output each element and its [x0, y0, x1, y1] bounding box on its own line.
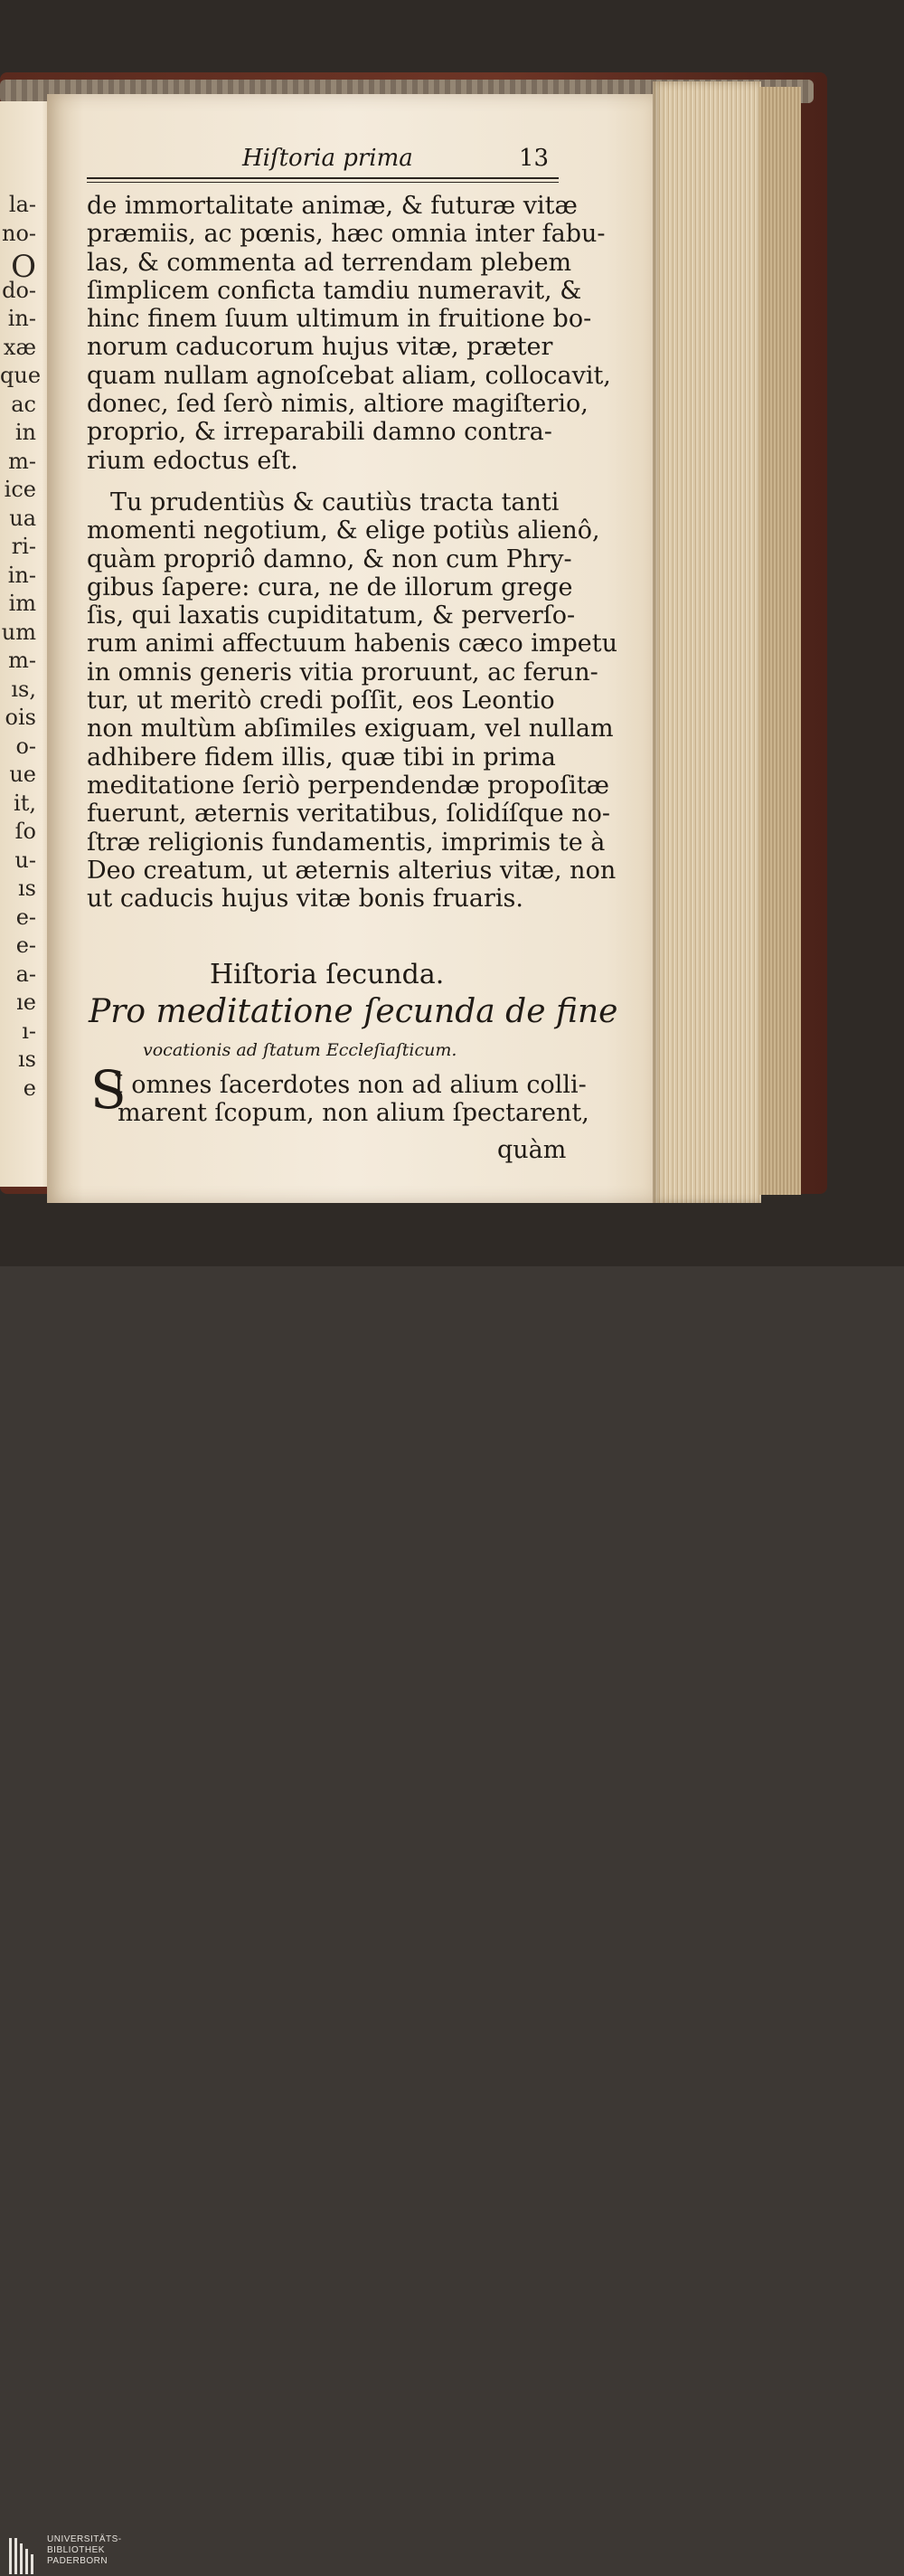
left-page-fragment: o- — [15, 733, 36, 759]
left-page-fragment: ıs, — [11, 676, 36, 702]
header-rule — [87, 177, 559, 183]
left-page-fragment: O — [11, 249, 36, 285]
left-page-fragment: in- — [7, 306, 36, 331]
left-page-fragment: um — [1, 619, 36, 645]
left-page-fragment: ſo — [14, 819, 36, 844]
book-scan — [0, 0, 904, 1266]
library-logo-icon — [7, 2536, 42, 2576]
logo-line: BIBLIOTHEK — [47, 2545, 105, 2555]
page-number: 13 — [519, 145, 550, 172]
text-line: ſis, qui laxatis cupiditatum, & perverſo- — [87, 601, 576, 630]
left-page-fragment: e- — [15, 904, 36, 930]
text-line: rum animi affectuum habenis cæco impetu — [87, 630, 618, 658]
left-page-fragment: im — [8, 591, 36, 616]
library-logo-text — [47, 2534, 122, 2567]
left-page-fragment: in- — [7, 562, 36, 588]
left-page-fragment: ua — [9, 505, 36, 531]
left-page-fragment: que — [0, 363, 42, 388]
drop-capital: S — [90, 1059, 127, 1121]
left-page-fragment: xæ — [3, 334, 36, 360]
text-line: quam nullam agnoſcebat aliam, collocavit, — [87, 361, 611, 390]
catchword: quàm — [497, 1136, 567, 1164]
left-page-fragment: no- — [1, 220, 36, 246]
left-page-fragment: in — [14, 420, 36, 445]
text-line: donec, ſed ſerò nimis, altiore magiſterio, — [87, 390, 589, 419]
text-line: marent ſcopum, non alium ſpectarent, — [118, 1099, 589, 1127]
left-page-fragment: ue — [9, 762, 36, 787]
final-paragraph — [114, 1071, 589, 1127]
text-line: tur, ut meritò credi poſſit, eos Leontio — [87, 687, 555, 715]
text-line: ut caducis hujus vitæ bonis fruaris. — [87, 885, 523, 914]
text-line: quàm propriô damno, & non cum Phry- — [87, 545, 572, 573]
text-line: non multùm abſimiles exiguam, vel nullam — [87, 715, 614, 743]
section-subtitle-line2: vocationis ad ſtatum Eccleſiaſticum. — [143, 1040, 457, 1060]
text-line: momenti negotium, & elige potiùs alienô, — [87, 516, 600, 545]
section-subtitle: Pro meditatione ſecunda de fine — [89, 993, 618, 1030]
footer-bar — [0, 1266, 904, 2566]
left-page-fragment: ac — [11, 391, 36, 417]
left-page-fragment: ri- — [11, 534, 36, 559]
paragraph-2 — [87, 488, 618, 914]
logo-line: UNIVERSITÄTS- — [47, 2534, 122, 2544]
text-line: ſimplicem conficta tamdiu numeravit, & — [87, 276, 582, 305]
text-line: ſtræ religionis fundamentis, imprimis te à — [87, 828, 606, 857]
left-page-fragment: u- — [14, 847, 36, 873]
text-line: Deo creatum, ut æternis alterius vitæ, non — [87, 856, 617, 885]
paragraph-1 — [87, 192, 611, 475]
text-line: in omnis generis vitia proruunt, ac ferun- — [87, 658, 598, 687]
left-page-fragment: e- — [15, 933, 36, 958]
text-line: hinc finem ſuum ultimum in fruitione bo- — [87, 305, 592, 334]
left-page-fragment: m- — [8, 648, 36, 673]
text-line: gibus ſapere: cura, ne de illorum grege — [87, 573, 573, 601]
left-page-fragment: e — [23, 1075, 36, 1101]
left-page-fragment: ice — [4, 477, 36, 502]
logo-line: PADERBORN — [47, 2556, 108, 2566]
left-page-fragment: ois — [5, 705, 36, 730]
page-edges — [653, 81, 761, 1203]
text-line: I omnes ſacerdotes non ad alium colli- — [114, 1071, 587, 1099]
running-header-title: Hiſtoria prima — [242, 145, 413, 172]
left-page-fragment: do- — [2, 277, 36, 303]
text-line: Tu prudentiùs & cautiùs tracta tanti — [110, 488, 560, 516]
text-line: de immortalitate animæ, & futuræ vitæ — [87, 192, 578, 220]
left-page-fragment: la- — [8, 192, 36, 217]
left-page-fragment: it, — [14, 790, 36, 816]
section-title: Hiſtoria ſecunda. — [210, 959, 445, 990]
text-line: præmiis, ac pœnis, hæc omnia inter fabu- — [87, 220, 606, 249]
left-page-fragment: ıe — [16, 990, 36, 1015]
left-page-fragment: m- — [8, 448, 36, 474]
page-edges-outer — [759, 87, 801, 1195]
text-line: norum caducorum hujus vitæ, præter — [87, 333, 553, 362]
text-line: las, & commenta ad terrendam plebem — [87, 248, 572, 277]
text-line: meditatione ſeriò perpendendæ propoſitæ — [87, 771, 610, 800]
left-page-fragment: ıs — [18, 876, 36, 901]
left-page-fragment: a- — [15, 961, 36, 987]
left-page-fragment: ı- — [22, 1018, 36, 1044]
text-line: proprio, & irreparabili damno contra- — [87, 418, 552, 447]
text-line: rium edoctus eſt. — [87, 446, 298, 475]
text-line: adhibere fidem illis, quæ tibi in prima — [87, 743, 556, 772]
text-line: fuerunt, æternis veritatibus, ſolidíſque no- — [87, 800, 610, 829]
left-page-fragment: ıs — [18, 1046, 36, 1072]
